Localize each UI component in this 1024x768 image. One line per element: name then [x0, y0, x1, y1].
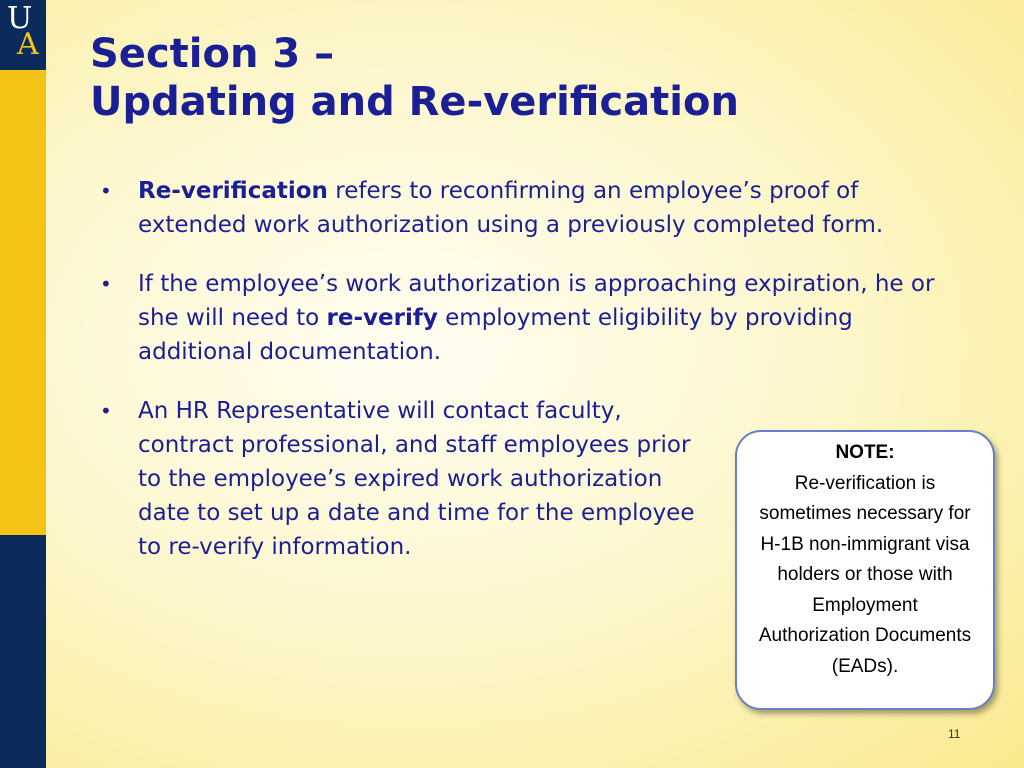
- slide-title: [90, 30, 739, 126]
- note-callout-box: [735, 430, 995, 710]
- bullet-text: refers to reconfirming an employee’s proof of extended work authorization using a previously completed form.: [138, 178, 884, 238]
- bullet-item: [100, 174, 960, 242]
- bullet-item: [100, 394, 720, 564]
- note-body: Re-verification is sometimes necessary for H-1B non-immigrant visa holders or those with Employment Authorization Documents (EADs).: [758, 472, 972, 677]
- bullet-marker: •: [100, 399, 112, 423]
- logo-letter-a: A: [17, 27, 39, 62]
- slide-title-line2: Updating and Re-verification: [90, 79, 739, 125]
- sidebar-navy-bar: [0, 535, 46, 768]
- slide-title-line1: Section 3 –: [90, 31, 335, 77]
- bullet-bold-term: re-verify: [326, 305, 438, 331]
- bullet-bold-term: Re-verification: [138, 178, 328, 204]
- bullet-marker: •: [100, 179, 112, 203]
- page-number: 11: [948, 727, 961, 741]
- bullet-item: [100, 267, 960, 369]
- bullet-text: If the employee’s work authorization is approaching expiration, he or she will need to: [138, 271, 935, 331]
- bullet-marker: •: [100, 272, 112, 296]
- university-logo: [0, 0, 46, 70]
- bullet-text: employment eligibility by providing additional documentation.: [138, 305, 853, 365]
- bullet-text: An HR Representative will contact faculty, contract professional, and staff employees prior to the employee’s expired work authorization date to set up a date and time for the employee to re-verify information.: [138, 398, 695, 560]
- note-title: NOTE:: [835, 442, 895, 463]
- logo-letter-u: U: [7, 1, 33, 36]
